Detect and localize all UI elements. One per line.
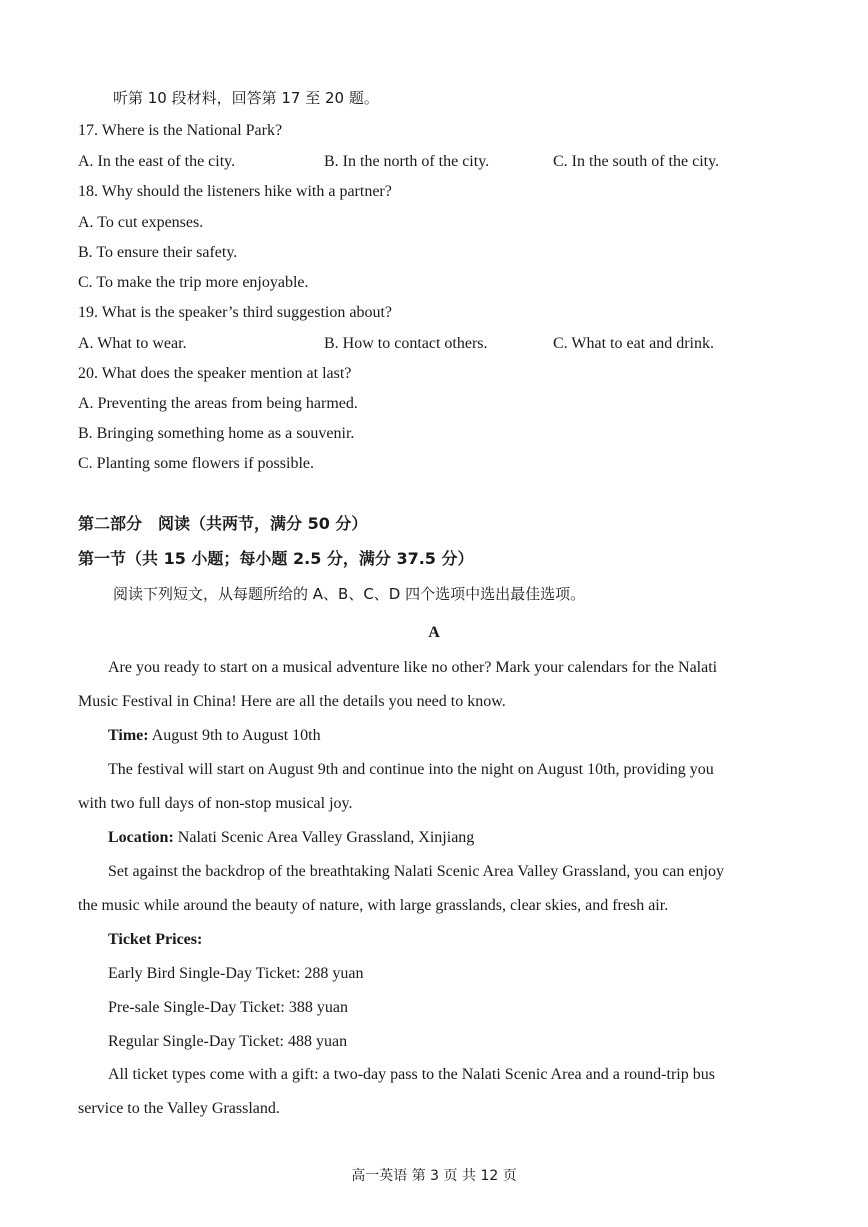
passage-p3-line2: the music while around the beauty of nature, with large grasslands, clear skies, and fresh air. (78, 897, 669, 914)
location-value: Nalati Scenic Area Valley Grassland, Xinjiang (173, 829, 475, 846)
question-20-option-b: B. Bringing something home as a souvenir. (78, 425, 355, 442)
passage-p4-line1: All ticket types come with a gift: a two-day pass to the Nalati Scenic Area and a round-trip bus (108, 1066, 715, 1083)
question-19-option-c: C. What to eat and drink. (553, 335, 714, 352)
passage-p2-line1: The festival will start on August 9th and continue into the night on August 10th, providing you (108, 761, 714, 778)
passage-p4-line2: service to the Valley Grassland. (78, 1100, 280, 1117)
question-18-option-c: C. To make the trip more enjoyable. (78, 274, 309, 291)
question-18-stem: 18. Why should the listeners hike with a partner? (78, 183, 392, 200)
reading-instruction: 阅读下列短文，从每题所给的 A、B、C、D 四个选项中选出最佳选项。 (113, 585, 586, 603)
location-line (108, 828, 474, 848)
question-17-option-c: C. In the south of the city. (553, 153, 720, 170)
question-19-option-a: A. What to wear. (78, 335, 187, 352)
location-label: Location: (108, 829, 174, 846)
ticket-regular: Regular Single-Day Ticket: 488 yuan (108, 1033, 348, 1050)
ticket-early-bird: Early Bird Single-Day Ticket: 288 yuan (108, 965, 364, 982)
passage-label: A (428, 624, 440, 641)
reading-part-title: 第二部分 阅读（共两节，满分 50 分） (78, 514, 368, 533)
ticket-prices-label: Ticket Prices: (108, 931, 203, 948)
question-18-option-b: B. To ensure their safety. (78, 244, 238, 261)
reading-section-title: 第一节（共 15 小题；每小题 2.5 分，满分 37.5 分） (78, 549, 474, 568)
passage-p2-line2: with two full days of non-stop musical joy. (78, 795, 353, 812)
question-18-option-a: A. To cut expenses. (78, 214, 204, 231)
question-20-option-a: A. Preventing the areas from being harmed. (78, 395, 358, 412)
question-17-stem: 17. Where is the National Park? (78, 122, 283, 139)
question-20-stem: 20. What does the speaker mention at last? (78, 365, 352, 382)
time-line (108, 726, 321, 746)
question-17-option-b: B. In the north of the city. (324, 153, 490, 170)
question-20-option-c: C. Planting some flowers if possible. (78, 455, 314, 472)
question-19-option-b: B. How to contact others. (324, 335, 488, 352)
question-19-stem: 19. What is the speaker’s third suggestion about? (78, 304, 393, 321)
time-label: Time: (108, 727, 149, 744)
passage-p3-line1: Set against the backdrop of the breathtaking Nalati Scenic Area Valley Grassland, you can enjoy (108, 863, 724, 880)
time-value: August 9th to August 10th (148, 727, 321, 744)
listening-intro: 听第 10 段材料，回答第 17 至 20 题。 (113, 89, 379, 107)
passage-p1-line1: Are you ready to start on a musical adventure like no other? Mark your calendars for the Nalati (108, 659, 718, 676)
page-footer: 高一英语 第 3 页 共 12 页 (351, 1168, 517, 1184)
ticket-pre-sale: Pre-sale Single-Day Ticket: 388 yuan (108, 999, 348, 1016)
passage-p1-line2: Music Festival in China! Here are all the details you need to know. (78, 693, 506, 710)
question-17-option-a: A. In the east of the city. (78, 153, 236, 170)
